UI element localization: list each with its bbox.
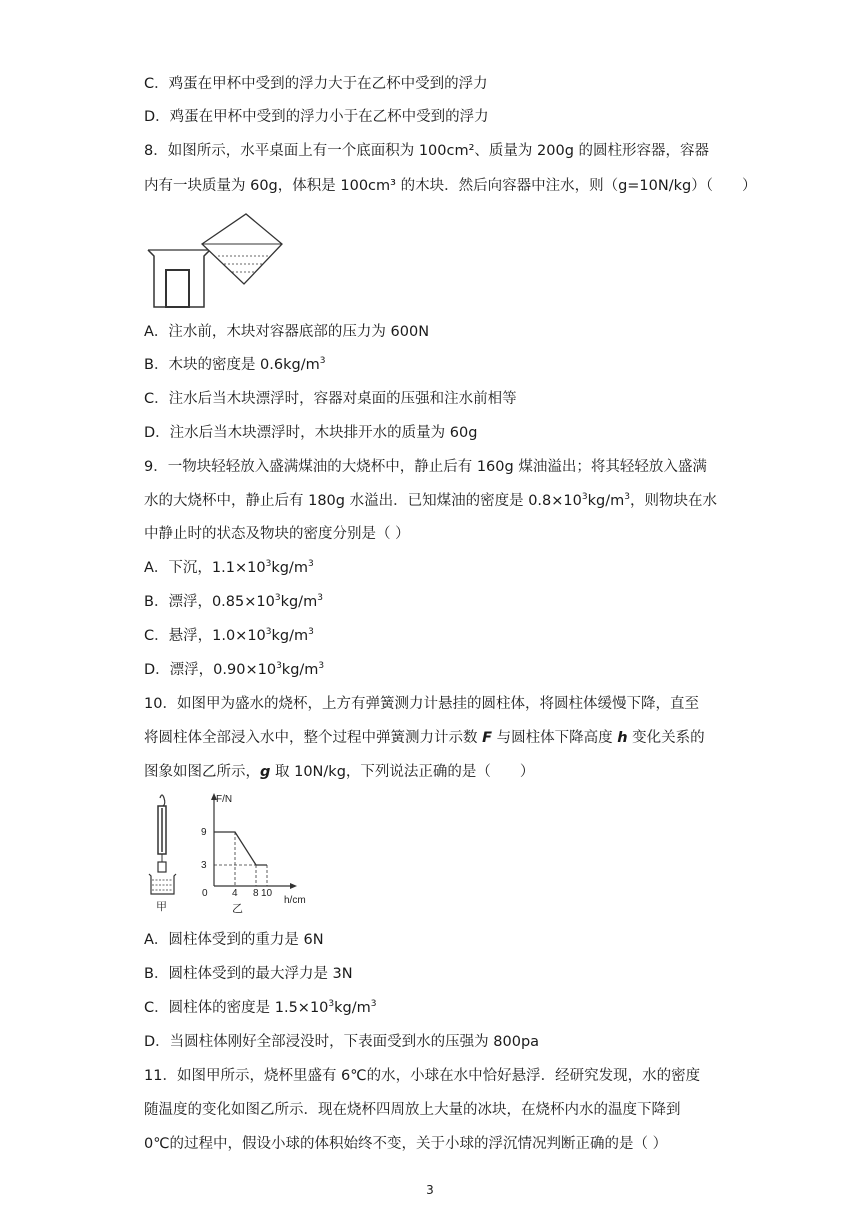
- q10-option-d: D．当圆柱体刚好全部浸没时，下表面受到水的压强为 800pa: [144, 1034, 540, 1050]
- q11-stem-line1: 11．如图甲所示，烧杯里盛有 6℃的水，小球在水中恰好悬浮．经研究发现，水的密度: [144, 1068, 701, 1084]
- q10-stem-line1: 10．如图甲为盛水的烧杯，上方有弹簧测力计悬挂的圆柱体，将圆柱体缓慢下降，直至: [144, 696, 699, 712]
- x-tick-10: 10: [261, 888, 273, 899]
- label-jia: 甲: [156, 901, 167, 913]
- q7-option-c: C．鸡蛋在甲杯中受到的浮力大于在乙杯中受到的浮力: [144, 76, 488, 92]
- q9-option-b: B．漂浮，$0.85\times 10^3kg/m^3$: [144, 593, 323, 610]
- label-yi: 乙: [232, 903, 243, 914]
- beaker-drawing: [149, 874, 176, 894]
- funnel-drawing: [202, 214, 282, 284]
- q8-option-a: A．注水前，木块对容器底部的压力为 600N: [144, 324, 430, 340]
- q9-stem-line3: 中静止时的状态及物块的密度分别是（ ）: [144, 526, 410, 542]
- q10-stem-line3: 图象如图乙所示，g 取 10N/kg，下列说法正确的是（ ）: [144, 764, 535, 780]
- y-tick-9: 9: [201, 827, 207, 838]
- q10-figure: [144, 790, 314, 918]
- q9-option-c: C．悬浮，$1.0\times 10^3kg/m^3$: [144, 627, 314, 644]
- q10-option-a: A．圆柱体受到的重力是 6N: [144, 932, 324, 948]
- spring-scale-drawing: [158, 795, 166, 872]
- q8-option-c: C．注水后当木块漂浮时，容器对桌面的压强和注水前相等: [144, 391, 517, 407]
- x-tick-0: 0: [202, 888, 208, 899]
- q9-stem-line1: 9．一物块轻轻放入盛满煤油的大烧杯中，静止后有 160g 煤油溢出；将其轻轻放入盛满: [144, 459, 707, 475]
- x-tick-8: 8: [253, 888, 259, 899]
- x-axis-label: h/cm: [284, 895, 306, 906]
- y-tick-3: 3: [201, 860, 207, 871]
- q10-stem-line2: 将圆柱体全部浸入水中，整个过程中弹簧测力计示数 F 与圆柱体下降高度 h 变化关系的: [144, 730, 705, 746]
- q7-option-d: D．鸡蛋在甲杯中受到的浮力小于在乙杯中受到的浮力: [144, 109, 489, 125]
- q10-option-b: B．圆柱体受到的最大浮力是 3N: [144, 966, 353, 982]
- q8-stem-line1: 8．如图所示，水平桌面上有一个底面积为 100cm²、质量为 200g 的圆柱形容器，容器: [144, 143, 710, 159]
- f-h-line: [214, 832, 267, 865]
- container-drawing: [148, 250, 210, 307]
- q9-stem-line2: 水的大烧杯中，静止后有 180g 水溢出．已知煤油的密度是 $0.8\times 10^3kg/m^3$，则物块在水: [144, 492, 717, 509]
- q11-stem-line2: 随温度的变化如图乙所示．现在烧杯四周放上大量的冰块，在烧杯内水的温度下降到: [144, 1102, 681, 1118]
- q8-option-b: B．木块的密度是 $0.6kg/m^3$: [144, 356, 326, 373]
- y-axis-label: F/N: [216, 794, 233, 805]
- page-number: 3: [426, 1183, 434, 1197]
- q9-option-d: D．漂浮，$0.90\times 10^3kg/m^3$: [144, 661, 325, 678]
- q10-option-c: C．圆柱体的密度是 $1.5\times 10^3kg/m^3$: [144, 999, 377, 1016]
- x-tick-4: 4: [232, 888, 238, 899]
- q11-stem-line3: 0℃的过程中，假设小球的体积始终不变，关于小球的浮沉情况判断正确的是（ ）: [144, 1136, 668, 1152]
- q8-stem-line2: 内有一块质量为 60g，体积是 100cm³ 的木块．然后向容器中注水，则（g=10N/kg）（ ）: [144, 178, 757, 194]
- f-h-graph: [201, 793, 306, 906]
- q8-figure: [144, 212, 294, 314]
- q9-option-a: A．下沉，$1.1\times 10^3kg/m^3$: [144, 559, 314, 576]
- q8-option-d: D．注水后当木块漂浮时，木块排开水的质量为 60g: [144, 425, 478, 441]
